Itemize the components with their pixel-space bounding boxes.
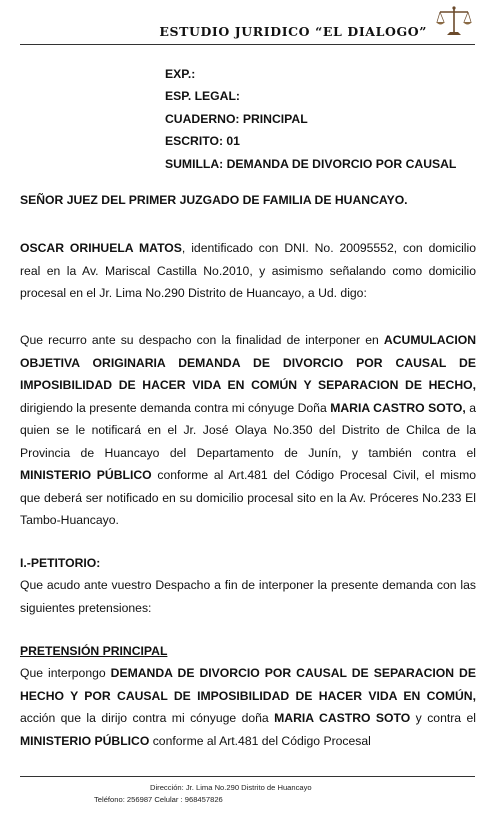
case-sumilla: SUMILLA: DEMANDA DE DIVORCIO POR CAUSAL — [165, 156, 457, 171]
plaintiff-name: OSCAR ORIHUELA MATOS — [20, 241, 182, 255]
spouse-name: MARIA CASTRO SOTO, — [330, 400, 466, 415]
pretension-text-b: y contra el — [410, 711, 476, 725]
footer-rule — [20, 776, 475, 777]
case-especialista: ESP. LEGAL: — [165, 89, 240, 104]
pretension-text-c: conforme al Art.481 del Código Procesal — [149, 733, 371, 748]
claim-text-a: dirigiendo la presente demanda contra mi cónyuge Doña — [20, 400, 331, 415]
claim-type: ACUMULACION OBJETIVA ORIGINARIA DEMANDA DE DIVORCIO POR CAUSAL DE IMPOSIBILIDAD DE HACER VIDA EN COMÚN Y SEPARACION DE HECHO, — [20, 333, 476, 392]
pretension-principal-title: PRETENSIÓN PRINCIPAL — [20, 644, 168, 658]
pretension-intro: Que interpongo — [20, 666, 111, 680]
pretension-ministry-name: MINISTERIO PÚBLICO — [20, 733, 150, 748]
addressee: SEÑOR JUEZ DEL PRIMER JUZGADO DE FAMILIA DE HUANCAYO. — [20, 193, 408, 207]
footer-phones: Teléfono: 256987 Celular : 968457826 — [94, 795, 223, 804]
case-expediente: EXP.: — [165, 67, 196, 81]
paragraph-claim — [20, 329, 476, 532]
footer-address: Dirección: Jr. Lima No.290 Distrito de Huancayo — [150, 783, 312, 792]
paragraph-identification — [20, 237, 476, 305]
case-escrito: ESCRITO: 01 — [165, 134, 240, 149]
case-cuaderno: CUADERNO: PRINCIPAL — [165, 111, 308, 126]
header-rule — [20, 44, 475, 45]
pretension-spouse-name: MARIA CASTRO SOTO — [274, 711, 411, 725]
ministry-name: MINISTERIO PÚBLICO — [20, 468, 152, 482]
firm-name: ESTUDIO JURIDICO “EL DIALOGO” — [159, 24, 427, 39]
letterhead — [0, 0, 497, 46]
petitorio-title: I.-PETITORIO: — [20, 556, 101, 570]
claim-text-b: a quien se le notificará en el Jr. José Olaya No.350 del Distrito de Chilca de la Provincia de Huancayo del Departamento de Junín, y también contra el — [20, 400, 477, 460]
case-header — [165, 63, 485, 175]
pretension-claim: DEMANDA DE DIVORCIO POR CAUSAL DE SEPARACION DE HECHO Y POR CAUSAL DE IMPOSIBILIDAD DE HACER VIDA EN COMÚN, — [20, 666, 476, 703]
claim-text-c: conforme al Art.481 del Código Procesal Civil, el mismo que deberá ser notificado en su domicilio procesal sito en la Av. Próceres No.233 El Tambo-Huancayo. — [20, 468, 476, 527]
petitorio-text: Que acudo ante vuestro Despacho a fin de interponer la presente demanda con las siguientes pretensiones: — [20, 578, 476, 615]
pretension-text-a: acción que la dirijo contra mi cónyuge doña — [20, 711, 275, 725]
paragraph-pretension — [20, 662, 476, 752]
scales-of-justice-icon — [435, 5, 473, 37]
claim-intro: Que recurro ante su despacho con la finalidad de interponer en — [20, 333, 384, 347]
identification-text: , identificado con DNI. No. 20095552, con domicilio real en la Av. Mariscal Castilla No.2010, y asimismo señalando como domicilio procesal en el Jr. Lima No.290 Distrito de Huancayo, a Ud. digo: — [20, 241, 477, 300]
